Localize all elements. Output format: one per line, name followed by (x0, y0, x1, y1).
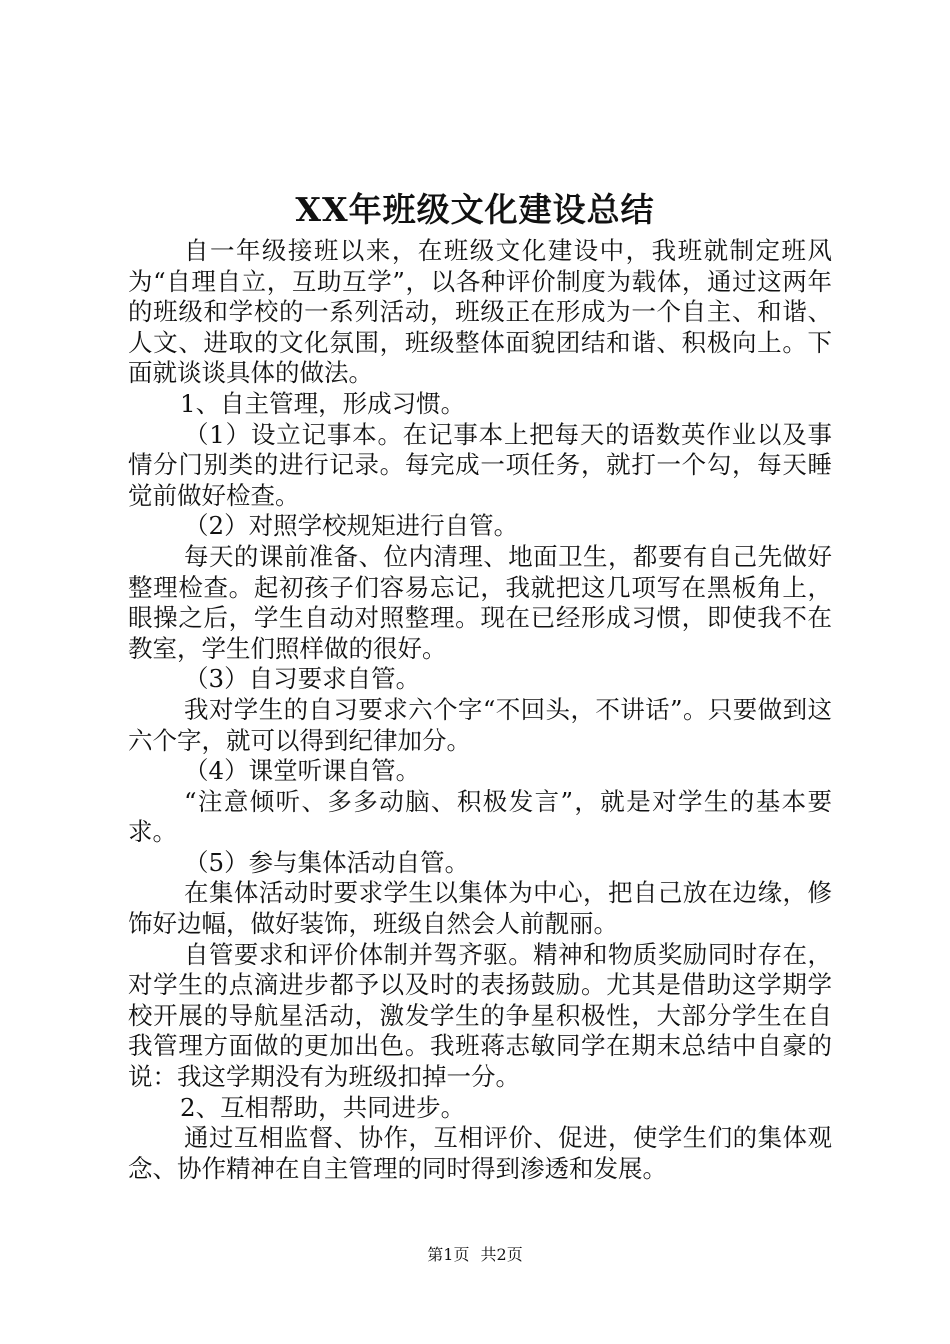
item-notebook: （1）设立记事本。在记事本上把每天的语数英作业以及事情分门别类的进行记录。每完成一项任务，就打一个勾，每天睡觉前做好检查。 (128, 419, 832, 510)
item-school-rules: （2）对照学校规矩进行自管。 (184, 511, 519, 541)
document-body (128, 236, 832, 1184)
document-title: XX年班级文化建设总结 (295, 190, 655, 229)
paragraph-classroom: “注意倾听、多多动脑、积极发言”，就是对学生的基本要求。 (128, 786, 832, 847)
paragraph-evaluation: 自管要求和评价体制并驾齐驱。精神和物质奖励同时存在，对学生的点滴进步都予以及时的表扬鼓励。尤其是借助这学期学校开展的导航星活动，激发学生的争星积极性，大部分学生在自我管理方面做的更加出色。我班蒋志敏同学在期末总结中自豪的说：我这学期没有为班级扣掉一分。 (128, 939, 832, 1092)
paragraph-self-study: 我对学生的自习要求六个字“不回头，不讲话”。只要做到这六个字，就可以得到纪律加分。 (128, 694, 832, 755)
item-classroom: （4）课堂听课自管。 (184, 756, 421, 786)
item-self-study: （3）自习要求自管。 (184, 664, 421, 694)
paragraph-group-activity: 在集体活动时要求学生以集体为中心，把自己放在边缘，修饰好边幅，做好装饰，班级自然会人前靓丽。 (128, 878, 832, 939)
paragraph-intro: 自一年级接班以来，在班级文化建设中，我班就制定班风为“自理自立，互助互学”，以各种评价制度为载体，通过这两年的班级和学校的一系列活动，班级正在形成为一个自主、和谐、人文、进取的文化氛围，班级整体面貌团结和谐、积极向上。下面就谈谈具体的做法。 (128, 236, 832, 388)
paragraph-mutual-help: 通过互相监督、协作，互相评价、促进，使学生们的集体观念、协作精神在自主管理的同时得到渗透和发展。 (128, 1123, 832, 1183)
heading-self-management: 1、自主管理，形成习惯。 (180, 388, 466, 418)
page-footer (0, 1244, 950, 1266)
paragraph-daily-prep: 每天的课前准备、位内清理、地面卫生，都要有自己先做好整理检查。起初孩子们容易忘记，我就把这几项写在黑板角上，眼操之后，学生自动对照整理。现在已经形成习惯，即使我不在教室，学生们照样做的很好。 (128, 541, 832, 663)
page-total: 共2页 (480, 1245, 523, 1264)
heading-mutual-help: 2、互相帮助，共同进步。 (180, 1092, 466, 1122)
item-group-activity: （5）参与集体活动自管。 (184, 847, 470, 877)
page-number: 第1页 (427, 1245, 470, 1264)
